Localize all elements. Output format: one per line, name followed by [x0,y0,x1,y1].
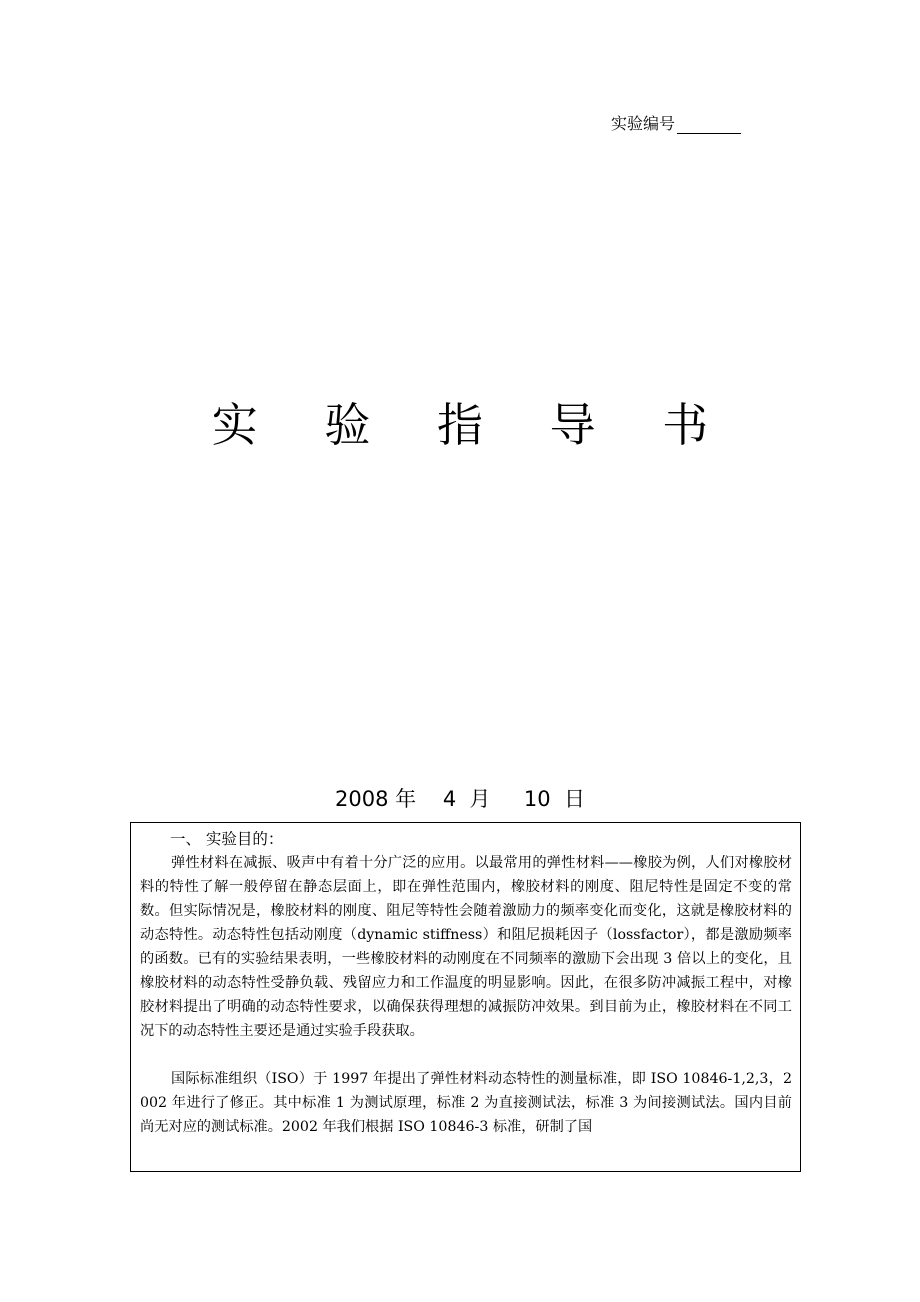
paragraph-2: 国际标准组织（ISO）于 1997 年提出了弹性材料动态特性的测量标准，即 ISO 10846-1,2,3，2002 年进行了修正。其中标准 1 为测试原理，标准 2 为直接测试法，标准 3 为间接测试法。国内目前尚无对应的测试标准。2002 年我们根据 ISO 10846-3 标准，研制了国 [140,1071,792,1135]
experiment-number-blank [677,115,741,134]
paragraph-1: 弹性材料在减振、吸声中有着十分广泛的应用。以最常用的弹性材料——橡胶为例，人们对橡胶材料的特性了解一般停留在静态层面上，即在弹性范围内，橡胶材料的刚度、阻尼特性是固定不变的常数。但实际情况是，橡胶材料的刚度、阻尼等特性会随着激励力的频率变化而变化，这就是橡胶材料的动态特性。动态特性包括动刚度（dynamic stiffness）和阻尼损耗因子（lossfactor），都是激励频率的函数。已有的实验结果表明，一些橡胶材料的动刚度在不同频率的激励下会出现 3 倍以上的变化，且橡胶材料的动态特性受静负载、残留应力和工作温度的明显影响。因此，在很多防冲减振工程中，对橡胶材料提出了明确的动态特性要求，以确保获得理想的减振防冲效果。到目前为止，橡胶材料在不同工况下的动态特性主要还是通过实验手段获取。 [140,855,792,1039]
section-heading-objective: 一、 实验目的： [170,830,284,848]
document-title: 实 验 指 导 书 [211,398,735,452]
document-date: 2008 年 4 月 10 日 [335,787,585,811]
experiment-number-field [611,114,741,134]
paragraph-gap [140,1043,792,1067]
content-box [130,822,801,1172]
experiment-number-label: 实验编号 [611,114,676,133]
